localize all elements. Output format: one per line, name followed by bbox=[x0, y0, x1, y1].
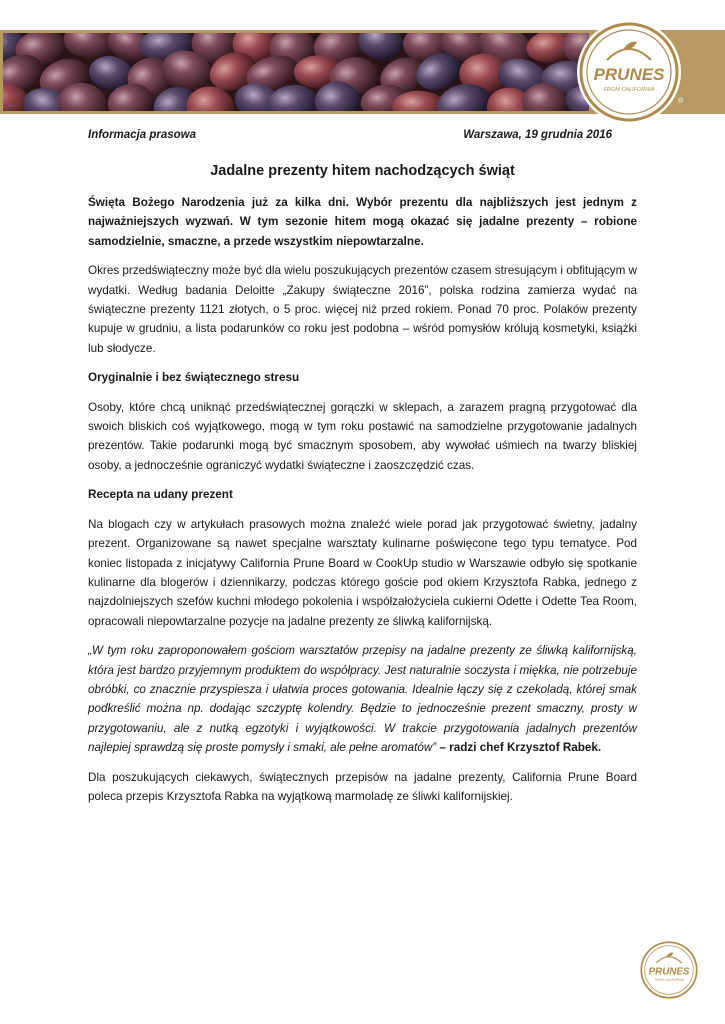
paragraph: Na blogach czy w artykułach prasowych można znaleźć wiele porad jak przygotować świetny, jadalny prezent. Organizowane są nawet specjalne warsztaty kulinarne poświęcone tego typu tematyce. Pod koniec listopada z inicjatywy California Prune Board w CookUp studio w Warszawie odbyło się spotkanie kulinarne dla blogerów i dziennikarzy, podczas którego goście pod okiem Krzysztofa Rabka, jednego z najzdolniejszych szefów kuchni młodego pokolenia i współzałożyciela cukierni Odette i Odette Tea Room, opracowali niepowtarzalne pozycje na jadalne prezenty ze śliwką kalifornijską. bbox=[88, 517, 637, 628]
logo-brand-text: PRUNES bbox=[593, 65, 665, 84]
document-title: Jadalne prezenty hitem nachodzących świąt bbox=[210, 163, 515, 179]
prunes-logo-footer bbox=[639, 940, 699, 1000]
quote-text: „W tym roku zaproponowałem gościom warsztatów przepisy na jadalne prezenty ze śliwką kalifornijską, która jest bardzo przyjemnym produktem do współpracy. Jest naturalnie soczysta i miękka, nie potrzebuje obróbki, co znacznie przyspiesza i ułatwia proces gotowania. Idealnie łączy się z czekoladą, której smak podkreślić można np. dodając szczyptę kolendry. Będzie to jednocześnie prezent smaczny, prosty w przygotowaniu, ale z nutką egzotyki i wyjątkowości. W trakcie przygotowania jadalnych prezentów najlepiej sprawdzą się proste pomysły i smaki, ale pełne aromatów” bbox=[88, 644, 637, 755]
logo-tagline-text: FROM CALIFORNIA bbox=[603, 87, 655, 93]
prunes-logo bbox=[577, 20, 684, 124]
lead-paragraph: Święta Bożego Narodzenia już za kilka dni. Wybór prezentu dla najbliższych jest jednym z najważniejszych wyzwań. W tym sezonie hitem mogą okazać się jadalne prezenty – robione samodzielnie, smaczne, a przede wszystkim niepowtarzalne. bbox=[88, 196, 637, 248]
place-date: Warszawa, 19 grudnia 2016 bbox=[463, 129, 612, 141]
meta-row bbox=[88, 129, 612, 141]
section-heading: Oryginalnie i bez świątecznego stresu bbox=[88, 371, 300, 385]
quote-attribution: – radzi chef Krzysztof Rabek. bbox=[436, 741, 602, 755]
logo-brand-text: PRUNES bbox=[648, 966, 690, 978]
registered-mark: ® bbox=[678, 98, 684, 105]
closing-paragraph: Dla poszukujących ciekawych, świątecznych przepisów na jadalne prezenty, California Prune Board poleca przepis Krzysztofa Rabka na wyjątkową marmoladę ze śliwki kalifornijskiej. bbox=[88, 770, 637, 803]
chef-quote bbox=[88, 641, 637, 757]
logo-tagline-text: FROM CALIFORNIA bbox=[654, 977, 684, 982]
press-release-label: Informacja prasowa bbox=[88, 129, 197, 141]
document-body bbox=[88, 193, 637, 816]
plums-photo bbox=[3, 33, 589, 111]
paragraph: Okres przedświąteczny może być dla wielu poszukujących prezentów czasem stresującym i obfitującym w wydatki. Według badania Deloitte „Zakupy świąteczne 2016”, polska rodzina zamierza wydać na świąteczne prezenty 1121 złotych, o 5 proc. więcej niż przed rokiem. Ponad 70 proc. Polaków prezenty kupuje w grudniu, a lista podarunków co roku jest podobna – wśród pomysłów królują kosmetyki, książki lub słodycze. bbox=[88, 264, 637, 355]
section-heading: Recepta na udany prezent bbox=[88, 488, 233, 502]
paragraph: Osoby, które chcą uniknąć przedświątecznej gorączki w sklepach, a zarazem pragną przygotować dla swoich bliskich coś wyjątkowego, mogą w tym roku postawić na samodzielne przygotowanie jadalnych prezentów. Takie podarunki mogą być smacznym sposobem, aby wywołać uśmiech na twarzy bliskiej osoby, a jednocześnie ograniczyć wydatki świąteczne i zaoszczędzić czas. bbox=[88, 400, 637, 472]
